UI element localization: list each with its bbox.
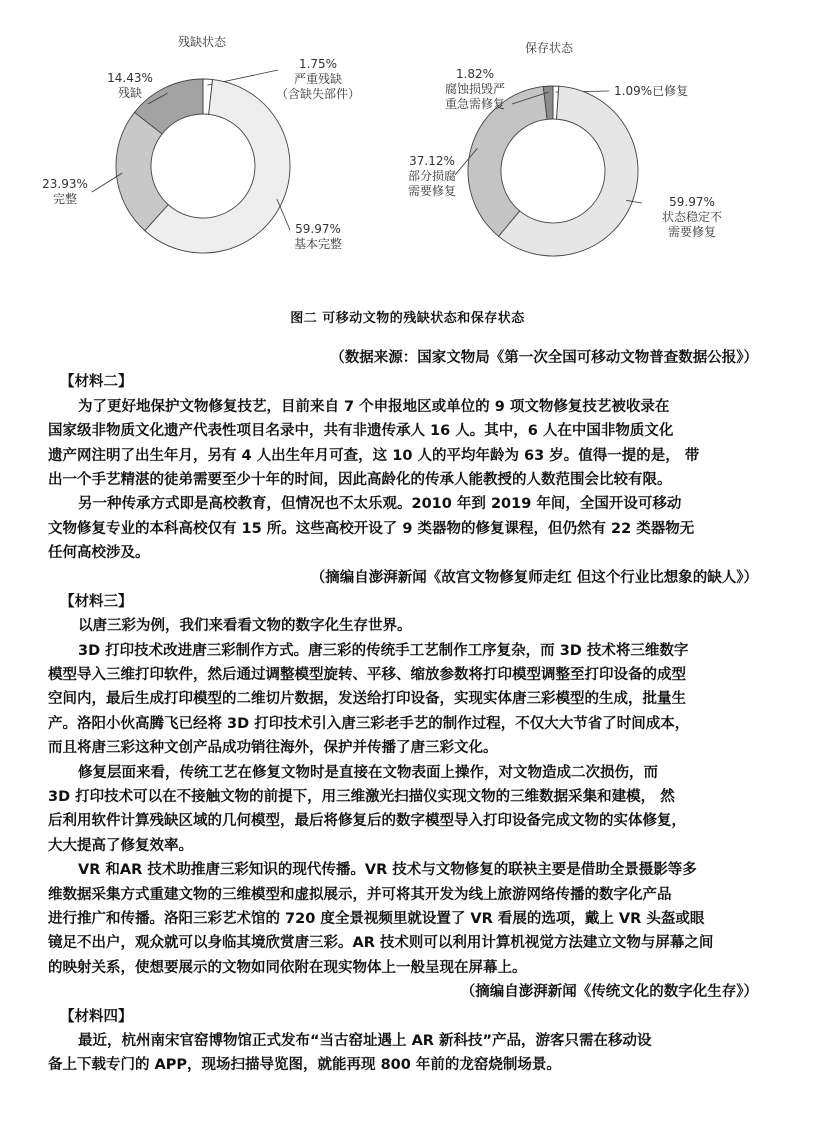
slice-label: 59.97% xyxy=(669,195,715,209)
article-body xyxy=(48,346,778,1078)
slice-label: 23.93% xyxy=(42,177,88,191)
text-line: 进行推广和传播。洛阳三彩艺术馆的 720 度全景视频里就设置了 VR 看展的选项，戴上 VR 头盔或眼 xyxy=(48,910,705,927)
text-line: 产。洛阳小伙高腾飞已经将 3D 打印技术引入唐三彩老手艺的制作过程，不仅大大节省了时间成本， xyxy=(48,715,690,732)
text-line: 的映射关系，使想要展示的文物如同依附在现实物体上一般呈现在屏幕上。 xyxy=(48,959,527,976)
section-heading: 【材料三】 xyxy=(60,593,133,610)
leader-line xyxy=(277,199,290,230)
slice-label: 1.09%已修复 xyxy=(614,84,689,98)
text-line: 而且将唐三彩这种文创产品成功销往海外，保护并传播了唐三彩文化。 xyxy=(48,740,498,757)
chart-preservation-state xyxy=(408,40,722,256)
slice-label: 需要修复 xyxy=(667,225,717,239)
text-line: 后利用软件计算残缺区域的几何模型，最后将修复后的数字模型导入打印设备完成文物的实体修复， xyxy=(48,813,686,830)
section-heading: 【材料二】 xyxy=(60,374,133,391)
slice-label: 状态稳定不 xyxy=(661,210,723,224)
slice-label: 基本完整 xyxy=(293,237,343,251)
section-heading: 【材料四】 xyxy=(60,1008,133,1025)
text-line: 空间内，最后生成打印模型的二维切片数据，发送给打印设备，实现实体唐三彩模型的生成，批量生 xyxy=(48,691,686,708)
text-line: 修复层面来看，传统工艺在修复文物时是直接在文物表面上操作，对文物造成二次损伤，而 xyxy=(78,764,658,781)
charts-area xyxy=(0,0,815,300)
text-line: VR 和AR 技术助推唐三彩知识的现代传播。VR 技术与文物修复的联袂主要是借助全景摄影等多 xyxy=(78,862,697,879)
text-line: 另一种传承方式即是高校教育，但情况也不太乐观。2010 年到 2019 年间，全国开设可移动 xyxy=(78,496,682,513)
text-line: 大大提高了修复效率。 xyxy=(48,837,193,854)
source-citation: （摘编自澎湃新闻《故宫文物修复师走红 但这个行业比想象的缺人》） xyxy=(310,569,758,586)
text-line: 国家级非物质文化遗产代表性项目名录中，共有非遗传承人 16 人。其中，6 人在中国非物质文化 xyxy=(48,423,674,440)
figure-caption: 图二 可移动文物的残缺状态和保存状态 xyxy=(290,311,525,326)
slice-label: （含缺失部件） xyxy=(275,87,361,101)
chart-title: 保存状态 xyxy=(524,41,574,55)
text-line: 备上下载专门的 APP，现场扫描导览图，就能再现 800 年前的龙窑烧制场景。 xyxy=(48,1057,561,1074)
slice-label: 严重残缺 xyxy=(293,72,343,86)
slice-label: 部分损腐 xyxy=(407,169,457,183)
slice-label: 腐蚀损毁严 xyxy=(444,82,506,96)
slice-label: 残缺 xyxy=(117,86,143,100)
text-line: 3D 打印技术可以在不接触文物的前提下，用三维激光扫描仪实现文物的三维数据采集和建模， 然 xyxy=(48,789,675,806)
slice-label: 59.97% xyxy=(295,222,341,236)
text-line: 遗产网注明了出生年月，另有 4 人出生年月可查，这 10 人的平均年龄为 63 岁。值得一提的是， 带 xyxy=(48,447,700,464)
slice-label: 14.43% xyxy=(107,71,153,85)
slice-label: 需要修复 xyxy=(407,184,457,198)
text-line: 任何高校涉及。 xyxy=(48,545,150,562)
slice-label: 1.75% xyxy=(298,57,338,71)
slice-label: 重急需修复 xyxy=(444,97,506,111)
source-citation: （摘编自澎湃新闻《传统文化的数字化生存》） xyxy=(460,984,758,1001)
text-line: 以唐三彩为例，我们来看看文物的数字化生存世界。 xyxy=(78,618,412,635)
chart-title: 残缺状态 xyxy=(177,35,227,49)
text-line: 为了更好地保护文物修复技艺，目前来自 7 个申报地区或单位的 9 项文物修复技艺被收录在 xyxy=(78,398,670,415)
text-line: 最近，杭州南宋官窑博物馆正式发布“当古窑址遇上 AR 新科技”产品，游客只需在移动设 xyxy=(78,1032,652,1049)
slice-label: 37.12% xyxy=(409,154,455,168)
text-line: 镜足不出户，观众就可以身临其境欣赏唐三彩。AR 技术则可以利用计算机视觉方法建立文物与屏幕之间 xyxy=(48,935,714,952)
text-line: 文物修复专业的本科高校仅有 15 所。这些高校开设了 9 类器物的修复课程，但仍然有 22 类器物无 xyxy=(48,520,695,537)
text-line: 3D 打印技术改进唐三彩制作方式。唐三彩的传统手工艺制作工序复杂，而 3D 技术将三维数字 xyxy=(78,642,689,659)
text-line: 模型导入三维打印软件，然后通过调整模型旋转、平移、缩放参数将打印模型调整至打印设备的成型 xyxy=(48,667,686,684)
slice-label: 完整 xyxy=(52,192,78,206)
chart-missing-state xyxy=(42,34,360,253)
text-line: 出一个手艺精湛的徒弟需要至少十年的时间，因此高龄化的传承人能教授的人数范围会比较有限。 xyxy=(48,471,672,488)
text-line: 维数据采集方式重建文物的三维模型和虚拟展示，并可将其开发为线上旅游网络传播的数字化产品 xyxy=(48,886,672,903)
slice-label: 1.82% xyxy=(455,67,495,81)
source-citation: （数据来源：国家文物局《第一次全国可移动文物普查数据公报》） xyxy=(330,350,758,366)
